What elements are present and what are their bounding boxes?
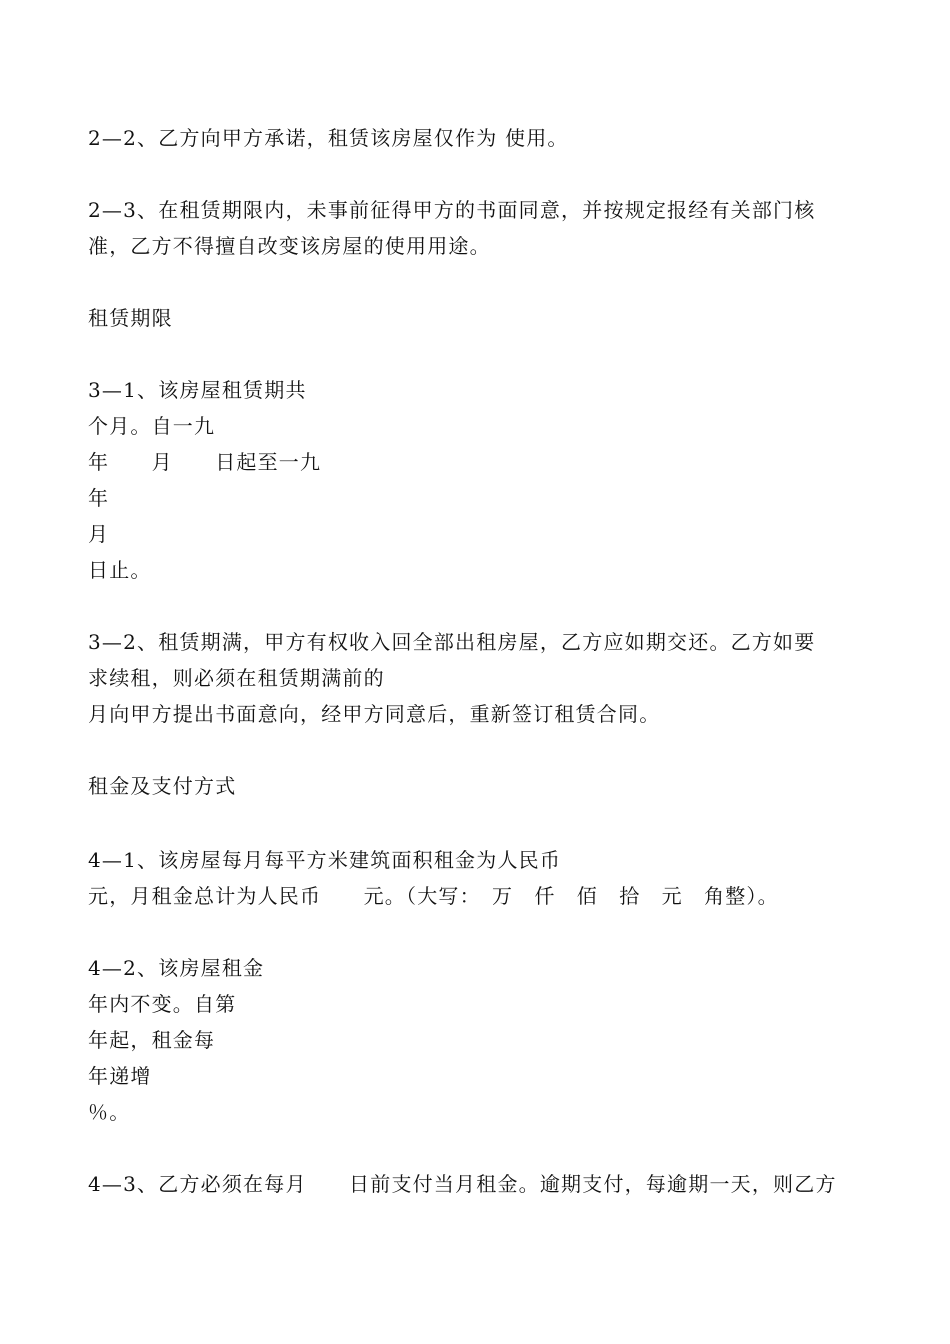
clause-3-1-line-6: 日止。 — [88, 558, 152, 582]
clause-4-2-line-3: 年起，租金每 — [88, 1028, 216, 1052]
clause-4-1-line-1: 4—1、该房屋每月每平方米建筑面积租金为人民币 — [88, 848, 562, 872]
clause-2-3-line-2: 准，乙方不得擅自改变该房屋的使用用途。 — [88, 234, 491, 258]
clause-2-2: 2—2、乙方向甲方承诺，租赁该房屋仅作为 使用。 — [88, 126, 569, 150]
clause-3-1-line-4: 年 — [88, 486, 110, 510]
clause-3-1-line-3: 年 月 日起至一九 — [88, 450, 322, 474]
clause-4-2-line-4: 年递增 — [88, 1064, 152, 1088]
clause-4-2-line-2: 年内不变。自第 — [88, 992, 237, 1016]
clause-3-2-line-3: 月向甲方提出书面意向，经甲方同意后，重新签订租赁合同。 — [88, 702, 661, 726]
clause-3-2-line-2: 求续租，则必须在租赁期满前的 — [88, 666, 385, 690]
clause-3-1-line-1: 3—1、该房屋租赁期共 — [88, 378, 307, 402]
clause-4-2-line-5: ％。 — [88, 1100, 131, 1124]
clause-4-2-line-1: 4—2、该房屋租金 — [88, 956, 265, 980]
clause-4-3-line-1: 4—3、乙方必须在每月 日前支付当月租金。逾期支付，每逾期一天，则乙方 — [88, 1172, 837, 1196]
clause-3-2-line-1: 3—2、租赁期满，甲方有权收入回全部出租房屋，乙方应如期交还。乙方如要 — [88, 630, 816, 654]
section-heading-rent-payment: 租金及支付方式 — [88, 774, 237, 798]
clause-4-1-line-2: 元，月租金总计为人民币 元。（大写： 万 仟 佰 拾 元 角整）。 — [88, 884, 779, 908]
clause-3-1-line-5: 月 — [88, 522, 110, 546]
clause-2-3-line-1: 2—3、在租赁期限内，未事前征得甲方的书面同意，并按规定报经有关部门核 — [88, 198, 816, 222]
section-heading-lease-term: 租赁期限 — [88, 306, 173, 330]
clause-3-1-line-2: 个月。自一九 — [88, 414, 216, 438]
